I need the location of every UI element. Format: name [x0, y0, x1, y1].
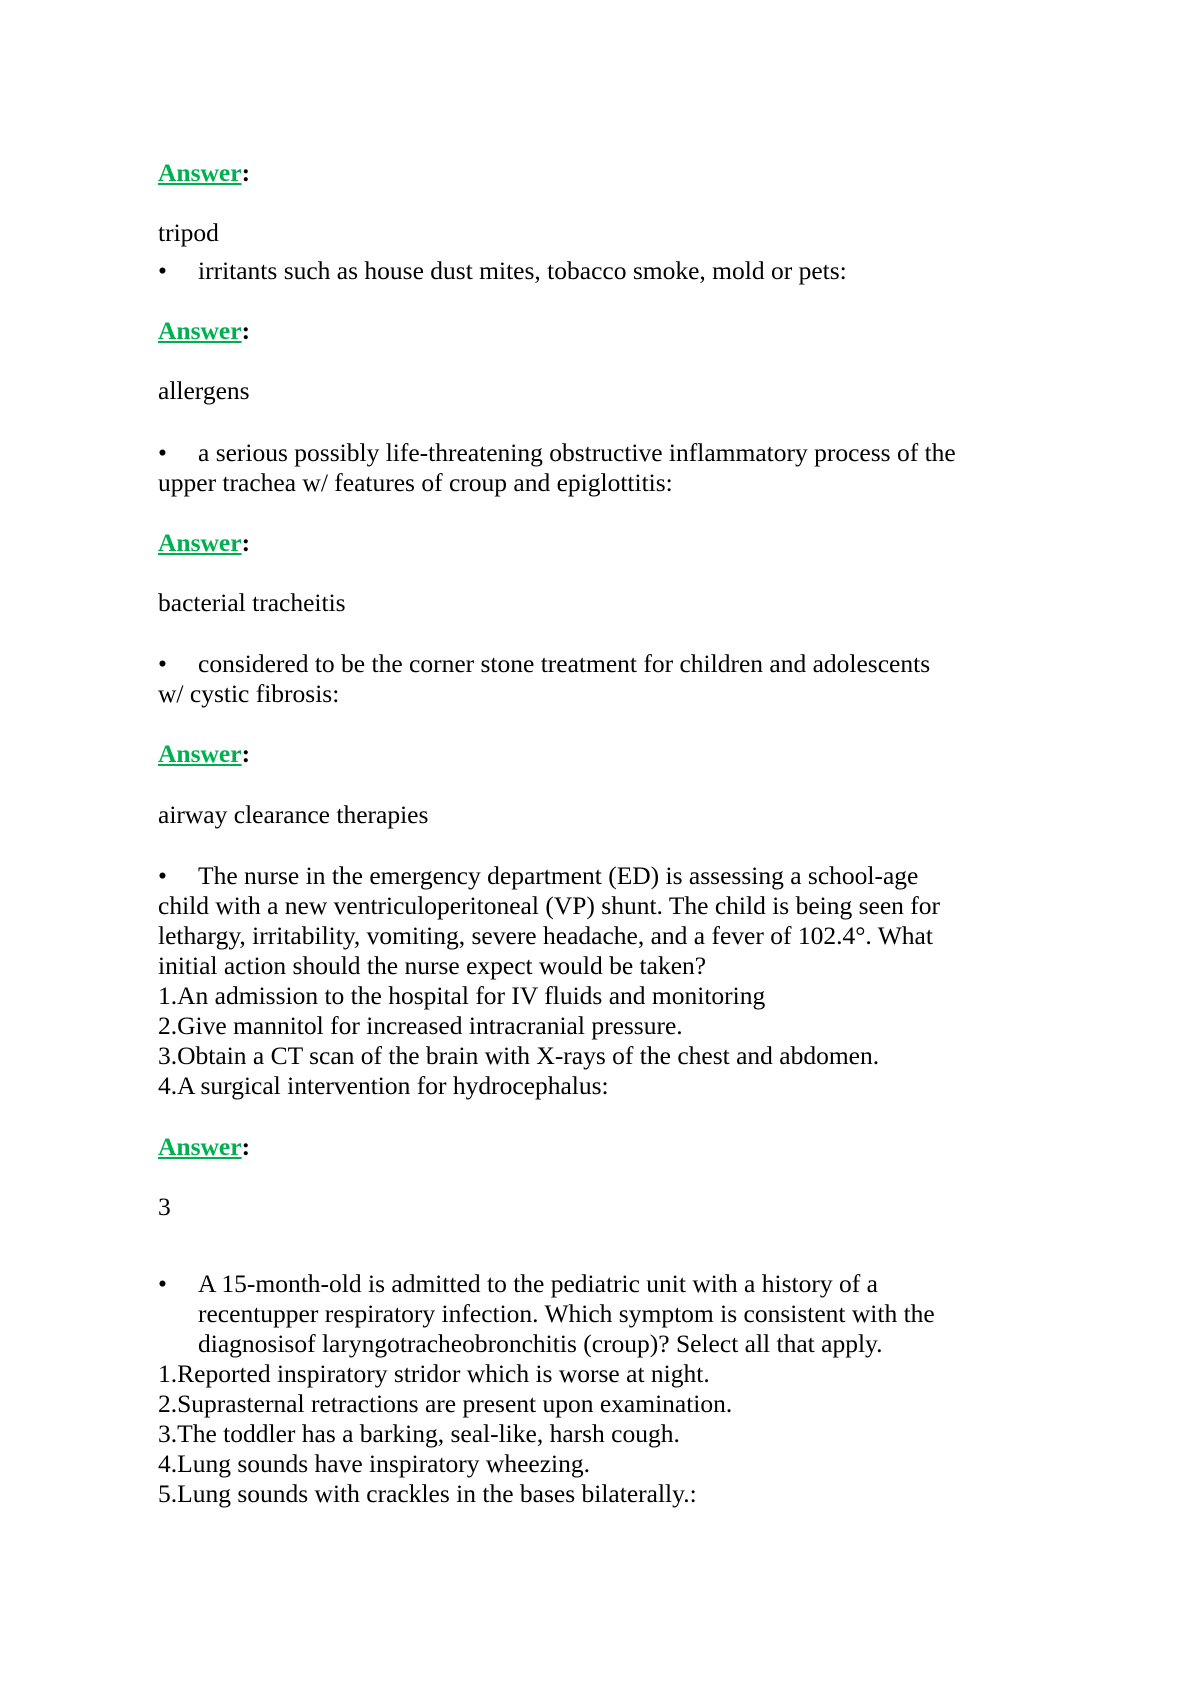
answer-heading: Answer:: [158, 158, 251, 187]
answer-heading: Answer:: [158, 1132, 251, 1161]
bullet-icon: •: [158, 438, 167, 467]
answer-heading: Answer:: [158, 316, 251, 345]
option-item: 1.An admission to the hospital for IV fluids and monitoring: [158, 981, 766, 1010]
answer-text: bacterial tracheitis: [158, 588, 346, 617]
question-line: The nurse in the emergency department (ED) is assessing a school-age: [198, 861, 919, 890]
option-item: 4.A surgical intervention for hydrocephalus:: [158, 1071, 609, 1100]
question-line: considered to be the corner stone treatment for children and adolescents: [198, 649, 931, 678]
answer-heading: Answer:: [158, 528, 251, 557]
question-line: recentupper respiratory infection. Which symptom is consistent with the: [198, 1299, 935, 1328]
answer-text: 3: [158, 1192, 171, 1221]
question-line: upper trachea w/ features of croup and epiglottitis:: [158, 468, 673, 497]
option-item: 3.The toddler has a barking, seal-like, harsh cough.: [158, 1419, 680, 1448]
option-item: 3.Obtain a CT scan of the brain with X-rays of the chest and abdomen.: [158, 1041, 880, 1070]
question-line: w/ cystic fibrosis:: [158, 679, 340, 708]
answer-heading: Answer:: [158, 739, 251, 768]
question-line: lethargy, irritability, vomiting, severe headache, and a fever of 102.4°. What: [158, 921, 933, 950]
option-item: 2.Suprasternal retractions are present upon examination.: [158, 1389, 733, 1418]
bullet-icon: •: [158, 649, 167, 678]
option-item: 2.Give mannitol for increased intracranial pressure.: [158, 1011, 683, 1040]
question-line: initial action should the nurse expect would be taken?: [158, 951, 707, 980]
answer-text: tripod: [158, 218, 219, 247]
answer-text: allergens: [158, 376, 250, 405]
answer-text: airway clearance therapies: [158, 800, 429, 829]
question-line: child with a new ventriculoperitoneal (VP) shunt. The child is being seen for: [158, 891, 941, 920]
question-line: diagnosisof laryngotracheobronchitis (croup)? Select all that apply.: [198, 1329, 883, 1358]
question-line: A 15-month-old is admitted to the pediatric unit with a history of a: [198, 1269, 878, 1298]
question-line: irritants such as house dust mites, tobacco smoke, mold or pets:: [198, 256, 847, 285]
bullet-icon: •: [158, 861, 167, 890]
option-item: 5.Lung sounds with crackles in the bases bilaterally.:: [158, 1479, 697, 1508]
bullet-icon: •: [158, 256, 167, 285]
option-item: 1.Reported inspiratory stridor which is worse at night.: [158, 1359, 710, 1388]
question-line: a serious possibly life-threatening obstructive inflammatory process of the: [198, 438, 956, 467]
option-item: 4.Lung sounds have inspiratory wheezing.: [158, 1449, 590, 1478]
bullet-icon: •: [158, 1269, 167, 1298]
